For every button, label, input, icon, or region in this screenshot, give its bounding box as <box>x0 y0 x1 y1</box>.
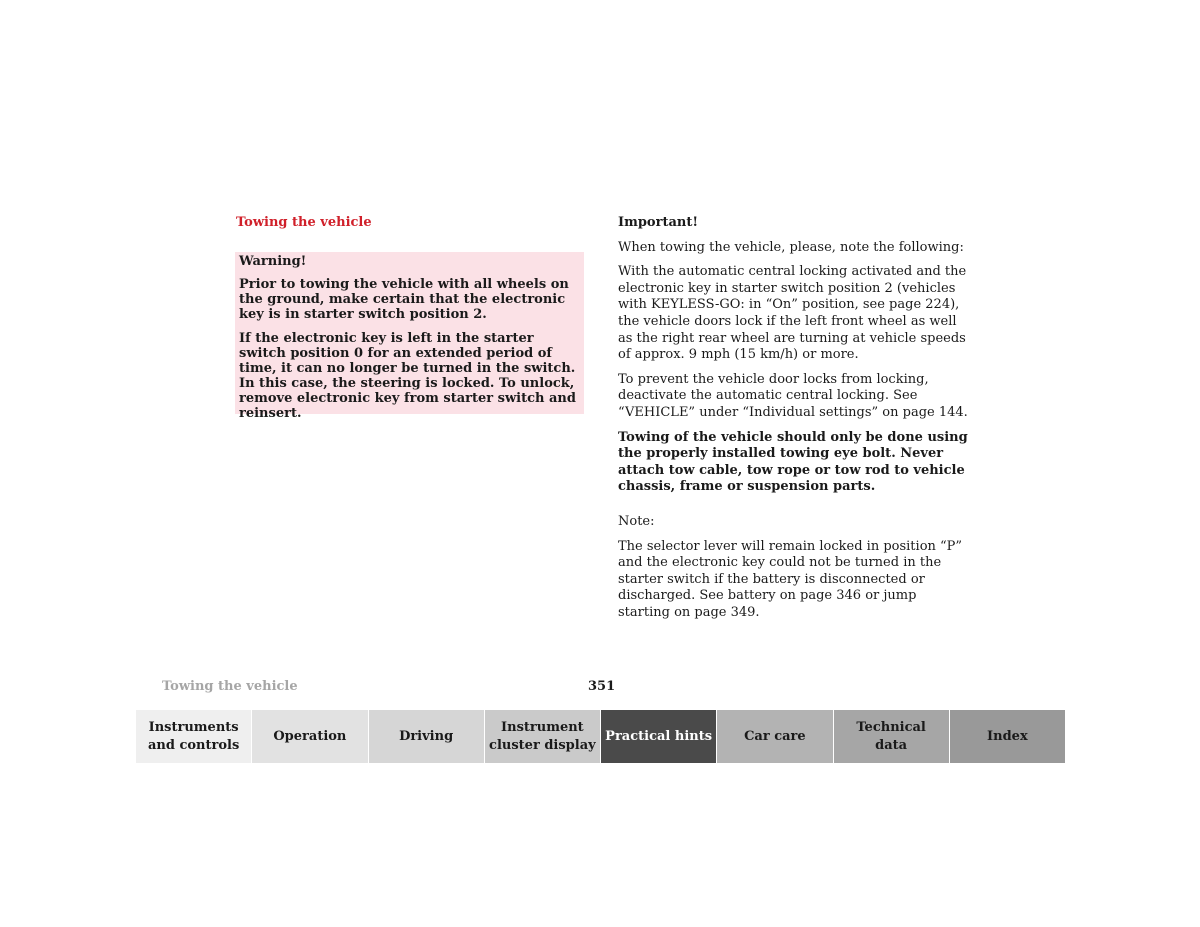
warning-paragraph: If the electronic key is left in the starter switch position 0 for an extended period of time, it can no longer be turned in the switch. In this case, the steering is locked. To unlock, remove electronic key from starter switch and reinsert. <box>239 331 576 421</box>
towing-eye-bolt-paragraph: Towing of the vehicle should only be done using the properly installed towing eye bolt. Never attach tow cable, tow rope or tow rod to vehicle chassis, frame or suspension parts. <box>618 429 968 495</box>
note-text: The selector lever will remain locked in position “P” and the electronic key could not be turned in the starter switch if the battery is disconnected or discharged. See battery on page 346 or jump starting on page 349. <box>618 538 963 620</box>
note-label: Note: <box>618 513 655 529</box>
footer-section-title: Towing the vehicle <box>162 679 298 694</box>
nav-tab-instruments-and-controls[interactable]: Instruments and controls <box>136 710 252 763</box>
important-title: Important! <box>618 215 699 230</box>
page-number: 351 <box>588 679 616 694</box>
section-title: Towing the vehicle <box>236 215 372 230</box>
nav-tab-operation[interactable]: Operation <box>252 710 368 763</box>
warning-paragraph: Prior to towing the vehicle with all wheels on the ground, make certain that the electronic key is in starter switch position 2. <box>239 277 569 322</box>
nav-tab-practical-hints[interactable]: Practical hints <box>601 710 717 763</box>
nav-tab-technical-data[interactable]: Technical data <box>834 710 950 763</box>
deactivate-locking-paragraph: To prevent the vehicle door locks from locking, deactivate the automatic central locking. See “VEHICLE” under “Individual settings” on page 144. <box>618 371 968 420</box>
nav-tab-index[interactable]: Index <box>950 710 1065 763</box>
important-column <box>618 215 968 629</box>
nav-tab-driving[interactable]: Driving <box>369 710 485 763</box>
important-intro: When towing the vehicle, please, note the following: <box>618 239 964 255</box>
warning-box <box>235 252 584 421</box>
central-locking-paragraph: With the automatic central locking activated and the electronic key in starter switch position 2 (vehicles with KEYLESS-GO: in “On” position, see page 224), the vehicle doors lock if the left front wheel as well as the right rear wheel are turning at vehicle speeds of approx. 9 mph (15 km/h) or more. <box>618 264 967 363</box>
nav-tab-instrument-cluster-display[interactable]: Instrument cluster display <box>485 710 601 763</box>
chapter-nav-bar <box>136 710 1065 763</box>
warning-title: Warning! <box>239 254 307 269</box>
nav-tab-car-care[interactable]: Car care <box>717 710 833 763</box>
